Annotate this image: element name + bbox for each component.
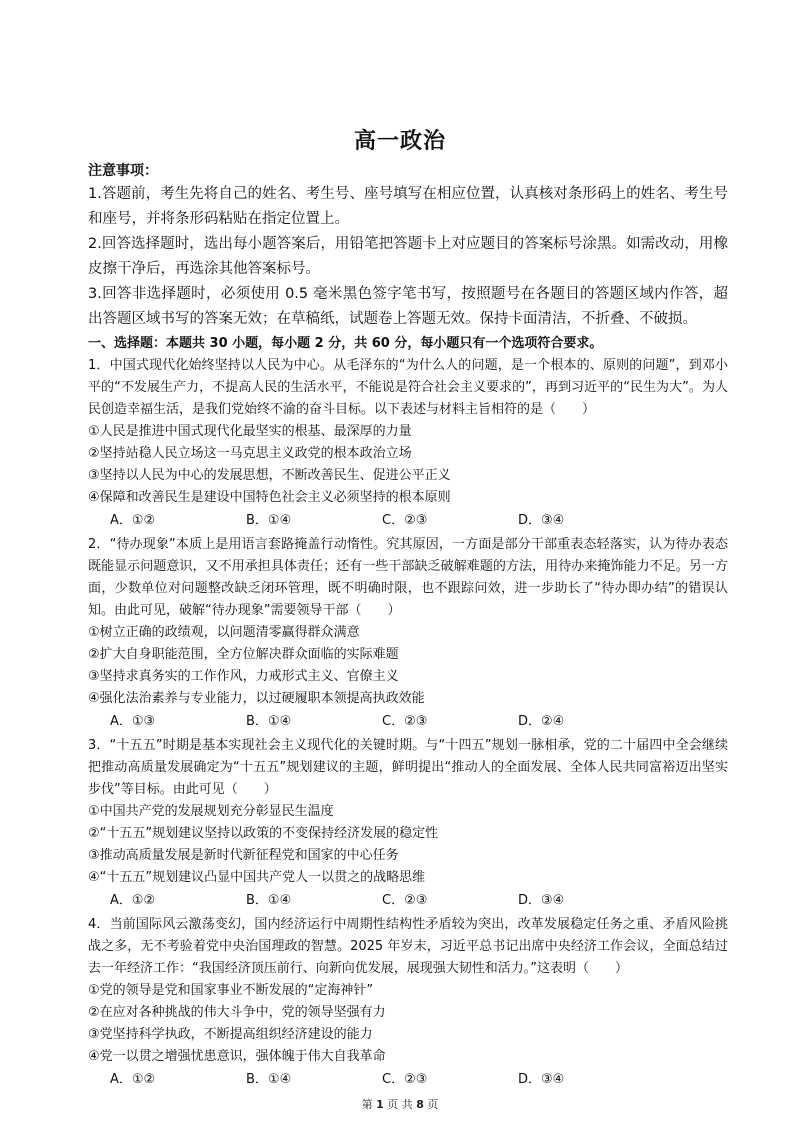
- section-heading: 一、选择题：本题共 30 小题，每小题 2 分，共 60 分，每小题只有一个选项符合要求。: [88, 336, 603, 351]
- question-stem: 3．“十五五”时期是基本实现社会主义现代化的关键时期。与“十四五”规划一脉相承，党的二十届四中全会继续把推动高质量发展确定为“十五五”规划建议的主题，鲜明提出“推动人的全面发展、全体人民共同富裕迈出坚实步伐”等目标。由此可见（ ）: [88, 738, 728, 797]
- exam-content: [88, 160, 728, 1093]
- choice-c[interactable]: C．②③: [382, 1072, 428, 1087]
- choice-row: [88, 509, 728, 532]
- choice-b[interactable]: B．①④: [246, 513, 292, 528]
- footer-page-number: 1: [376, 1098, 384, 1111]
- statement: ②在应对各种挑战的伟大斗争中，党的领导坚强有力: [88, 1005, 386, 1020]
- footer-end-label: 页: [427, 1098, 439, 1111]
- choice-d[interactable]: D．③④: [518, 513, 565, 528]
- choice-a[interactable]: A．①②: [110, 513, 156, 528]
- question-3: [88, 735, 728, 912]
- statement: ④党一以贯之增强忧患意识，强体魄于伟大自我革命: [88, 1049, 386, 1064]
- statement: ②“十五五”规划建议坚持以政策的不变保持经济发展的稳定性: [88, 826, 439, 841]
- choice-a[interactable]: A．①③: [110, 714, 156, 729]
- choice-b[interactable]: B．①④: [246, 714, 292, 729]
- statement: ④“十五五”规划建议凸显中国共产党人一以贯之的战略思维: [88, 870, 426, 885]
- choice-row: [88, 889, 728, 912]
- footer-total-pages: 8: [416, 1098, 424, 1111]
- question-stem: 2．“待办现象”本质上是用语言套路掩盖行动惰性。究其原因，一方面是部分干部重表态轻落实，认为待办表态既能显示问题意识，又不用承担具体责任；还有一些干部缺乏破解难题的方法，用待办来掩饰能力不足。另一方面，少数单位对问题整改缺乏闭环管理，既不明确时限，也不跟踪问效，进一步助长了“待办即办结”的错误认知。由此可见，破解“待办现象”需要领导干部（ ）: [88, 537, 728, 618]
- footer-page-label: 第: [361, 1098, 373, 1111]
- choice-c[interactable]: C．②③: [382, 893, 428, 908]
- statement: ①中国共产党的发展规划充分彰显民生温度: [88, 804, 334, 819]
- statement: ③坚持求真务实的工作作风，力戒形式主义、官僚主义: [88, 669, 399, 684]
- notice-item-3: 3.回答非选择题时，必须使用 0.5 毫米黑色签字笔书写，按照题号在各题目的答题区域内作答，超出答题区域书写的答案无效；在草稿纸，试题卷上答题无效。保持卡面清洁，不折叠、不破损。: [88, 286, 728, 327]
- statement: ②坚持站稳人民立场这一马克思主义政党的根本政治立场: [88, 446, 412, 461]
- choice-c[interactable]: C．②③: [382, 714, 428, 729]
- statement: ③推动高质量发展是新时代新征程党和国家的中心任务: [88, 848, 399, 863]
- question-4: [88, 914, 728, 1091]
- statement: ③坚持以人民为中心的发展思想，不断改善民生、促进公平正义: [88, 468, 451, 483]
- statement: ④保障和改善民生是建设中国特色社会主义必须坚持的根本原则: [88, 490, 451, 505]
- statement: ③党坚持科学执政，不断提高组织经济建设的能力: [88, 1027, 373, 1042]
- choice-a[interactable]: A．①②: [110, 1072, 156, 1087]
- choice-d[interactable]: D．③④: [518, 893, 565, 908]
- question-stem: 4．当前国际风云激荡变幻，国内经济运行中周期性结构性矛盾较为突出，改革发展稳定任务之重、矛盾风险挑战之多，无不考验着党中央治国理政的智慧。2025 年岁末，习近平总书记出席中央经济工作会议，全面总结过去一年经济工作：“我国经济顶压前行、向新向优发展，展现强大韧性和活力。”这表明（ ）: [88, 917, 728, 976]
- statement: ②扩大自身职能范围，全方位解决群众面临的实际难题: [88, 647, 399, 662]
- notice-heading: 注意事项：: [88, 163, 158, 179]
- statement: ①党的领导是党和国家事业不断发展的“定海神针”: [88, 983, 374, 998]
- choice-b[interactable]: B．①④: [246, 893, 292, 908]
- choice-b[interactable]: B．①④: [246, 1072, 292, 1087]
- statement: ①人民是推进中国式现代化最坚实的根基、最深厚的力量: [88, 424, 412, 439]
- choice-d[interactable]: D．②④: [518, 714, 565, 729]
- choice-a[interactable]: A．①②: [110, 893, 156, 908]
- statement: ④强化法治素养与专业能力，以过硬履职本领提高执政效能: [88, 691, 425, 706]
- choice-c[interactable]: C．②③: [382, 513, 428, 528]
- choice-row: [88, 710, 728, 733]
- page-footer: [0, 1096, 800, 1112]
- question-stem: 1．中国式现代化始终坚持以人民为中心。从毛泽东的“为什么人的问题，是一个根本的、原则的问题”，到邓小平的“不发展生产力，不提高人民的生活水平，不能说是符合社会主义要求的”，再到习近平的“民生为大”。为人民创造幸福生活，是我们党始终不渝的奋斗目标。以下表述与材料主旨相符的是（ ）: [88, 358, 728, 417]
- footer-mid-label: 页 共: [387, 1098, 413, 1111]
- notice-item-1: 1.答题前，考生先将自己的姓名、考生号、座号填写在相应位置，认真核对条形码上的姓名、考生号和座号，并将条形码粘贴在指定位置上。: [88, 186, 728, 227]
- statement: ①树立正确的政绩观，以问题清零赢得群众满意: [88, 625, 360, 640]
- question-1: [88, 355, 728, 532]
- exam-title: 高一政治: [353, 129, 446, 154]
- notice-item-2: 2.回答选择题时，选出每小题答案后，用铅笔把答题卡上对应题目的答案标号涂黑。如需改动，用橡皮擦干净后，再选涂其他答案标号。: [88, 236, 728, 277]
- choice-row: [88, 1068, 728, 1091]
- question-2: [88, 534, 728, 733]
- choice-d[interactable]: D．③④: [518, 1072, 565, 1087]
